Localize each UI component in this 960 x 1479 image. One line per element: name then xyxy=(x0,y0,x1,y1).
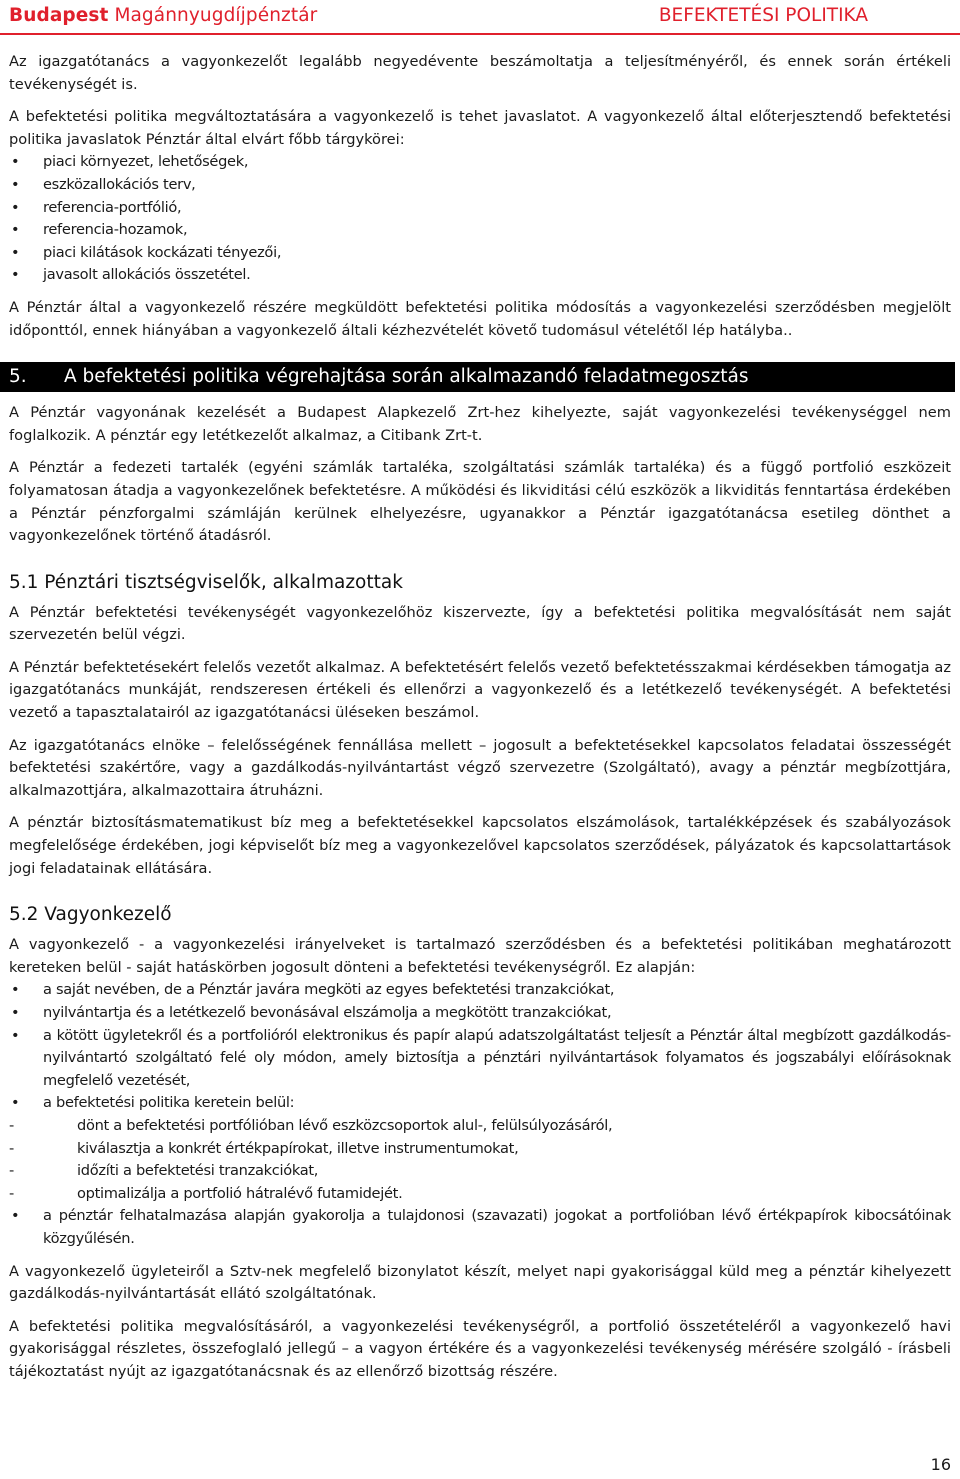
sub-list-item: - optimalizálja a portfolió hátralévő futamidejét. xyxy=(9,1183,951,1206)
list-item: • referencia-portfólió, xyxy=(9,197,951,220)
paragraph: A vagyonkezelő ügyleteiről a Sztv-nek megfelelő bizonylatot készít, melyet napi gyakorisággal küld meg a pénztár kihelyezett gazdálkodás-nyilvántartását ellátó szolgáltatónak. xyxy=(9,1262,951,1303)
paragraph: Az igazgatótanács a vagyonkezelőt legalább negyedévente beszámoltatja a teljesítményéről, és ennek során értékeli tevékenységét is. xyxy=(9,53,951,93)
list-item: • piaci kilátások kockázati tényezői, xyxy=(9,242,951,265)
section-title: A befektetési politika végrehajtása során alkalmazandó feladatmegosztás xyxy=(64,366,749,388)
paragraph: A Pénztár befektetésekért felelős vezetőt alkalmaz. A befektetésért felelős vezető befektetésszakmai kérdésekben támogatja az igazgatótanács munkáját, rendszeresen értékeli és ellenőrzi a vagyonkezelő és a letétkezelő tevékenységét. A befektetési vezető a tapasztalatairól az igazgatótanácsi üléseken beszámol. xyxy=(9,658,951,722)
sub-list xyxy=(43,1115,951,1205)
section-number: 5. xyxy=(9,366,27,388)
paragraph: A Pénztár vagyonának kezelését a Budapest Alapkezelő Zrt-hez kihelyezte, saját vagyonkezelési tevékenységgel nem foglalkozik. A pénztár egy letétkezelőt alkalmaz, a Citibank Zrt-t. xyxy=(9,404,951,444)
list-item: • javasolt allokációs összetétel. xyxy=(9,264,951,287)
section-heading-5 xyxy=(0,362,955,392)
sub-list-item: - kiválasztja a konkrét értékpapírokat, illetve instrumentumokat, xyxy=(9,1138,951,1161)
list-item: • referencia-hozamok, xyxy=(9,219,951,242)
subsection-heading-5-2: 5.2 Vagyonkezelő xyxy=(9,904,172,926)
list-item-text: a befektetési politika keretein belül: xyxy=(43,1094,295,1112)
document-body xyxy=(9,51,951,1394)
list-item: • a saját nevében, de a Pénztár javára megköti az egyes befektetési tranzakciókat, xyxy=(9,979,951,1002)
paragraph: A Pénztár befektetési tevékenységét vagyonkezelőhöz kiszervezte, így a befektetési politika megvalósítását nem saját szervezetén belül végzi. xyxy=(9,603,951,644)
page-number: 16 xyxy=(930,1455,951,1475)
sub-list-item: - időzíti a befektetési tranzakciókat, xyxy=(9,1160,951,1183)
list-item: • piaci környezet, lehetőségek, xyxy=(9,151,951,174)
brand-name xyxy=(9,3,317,29)
paragraph: A vagyonkezelő - a vagyonkezelési irányelveket is tartalmazó szerződésben és a befektetési politikában meghatározott kereteken belül - saját hatáskörben jogosult dönteni a befektetési tevékenységről. Ez alapján: xyxy=(9,936,951,976)
paragraph: A pénztár biztosításmatematikust bíz meg a befektetésekkel kapcsolatos elszámolások, tartalékképzések és szabályozások megfelelősége érdekében, jogi képviselőt bíz meg a vagyonkezelővel kapcsolatos szerződések, pályázatok és kapcsolattartások jogi feladatainak ellátására. xyxy=(9,814,951,877)
list-item: • a pénztár felhatalmazása alapján gyakorolja a tulajdonosi (szavazati) jogokat a portfolióban lévő értékpapírok kibocsátóinak közgyűlésén. xyxy=(9,1205,951,1250)
paragraph: Az igazgatótanács elnöke – felelősségének fennállása mellett – jogosult a befektetésekkel kapcsolatos feladatai összességét befektetési szakértőre, vagy a gazdálkodás-nyilvántartást végző szervezetre (Szolgáltató), avagy a pénztár megbízottjára, alkalmazottjára, alkalmazottaira átruházni. xyxy=(9,736,951,799)
topics-list xyxy=(9,151,951,287)
subsection-heading-5-1: 5.1 Pénztári tisztségviselők, alkalmazottak xyxy=(9,571,403,593)
paragraph: A befektetési politika megvalósításáról, a vagyonkezelési tevékenységről, a portfolió összetételéről a vagyonkezelő havi gyakorisággal részletes, összefoglaló jellegű – a vagyon értékére és a vagyonkezelési tevékenység mérésére szolgáló - írásbeli tájékoztatást nyújt az igazgatótanácsnak és az ellenőrző bizottság részére. xyxy=(9,1317,951,1380)
list-item xyxy=(9,1092,951,1205)
paragraph: A Pénztár a fedezeti tartalék (egyéni számlák tartaléka, szolgáltatási számlák tartaléka) és a függő portfolió eszközeit folyamatosan átadja a vagyonkezelőnek befektetésre. A működési és likviditási célú eszközök a likviditás fenntartása érdekében a Pénztár pénzforgalmi számláján kerülnek elhelyezésre, ugyanakkor a Pénztár igazgatótanácsa esetileg dönthet a vagyonkezelőnek történő átadásról. xyxy=(9,459,951,545)
manager-duties-list xyxy=(9,979,951,1250)
list-item: • a kötött ügyletekről és a portfolióról elektronikus és papír alapú adatszolgáltatást teljesít a Pénztár által megbízott gazdálkodás-nyilvántartó szolgáltató felé oly módon, amely biztosítja a pénztári nyilvántartások folyamatos és jogszabályi előírásoknak megfelelő vezetését, xyxy=(9,1025,951,1093)
brand-name-bold: Budapest xyxy=(9,5,109,26)
paragraph: A Pénztár által a vagyonkezelő részére megküldött befektetési politika módosítás a vagyonkezelési szerződésben megjelölt időponttól, ennek hiányában a vagyonkezelő általi kézhezvételét követő tudomásul vételétől lép hatályba.. xyxy=(9,298,951,339)
sub-list-item: - dönt a befektetési portfólióban lévő eszközcsoportok alul-, felülsúlyozásáról, xyxy=(9,1115,951,1138)
paragraph: A befektetési politika megváltoztatására a vagyonkezelő is tehet javaslatot. A vagyonkezelő által előterjesztendő befektetési politika javaslatok Pénztár által elvárt főbb tárgykörei: xyxy=(9,108,951,148)
brand-name-rest: Magánnyugdíjpénztár xyxy=(114,5,318,26)
header-divider xyxy=(0,33,960,35)
document-title: BEFEKTETÉSI POLITIKA xyxy=(658,5,868,26)
list-item: • eszközallokációs terv, xyxy=(9,174,951,197)
page-header xyxy=(0,0,960,36)
list-item: • nyilvántartja és a letétkezelő bevonásával elszámolja a megkötött tranzakciókat, xyxy=(9,1002,951,1025)
